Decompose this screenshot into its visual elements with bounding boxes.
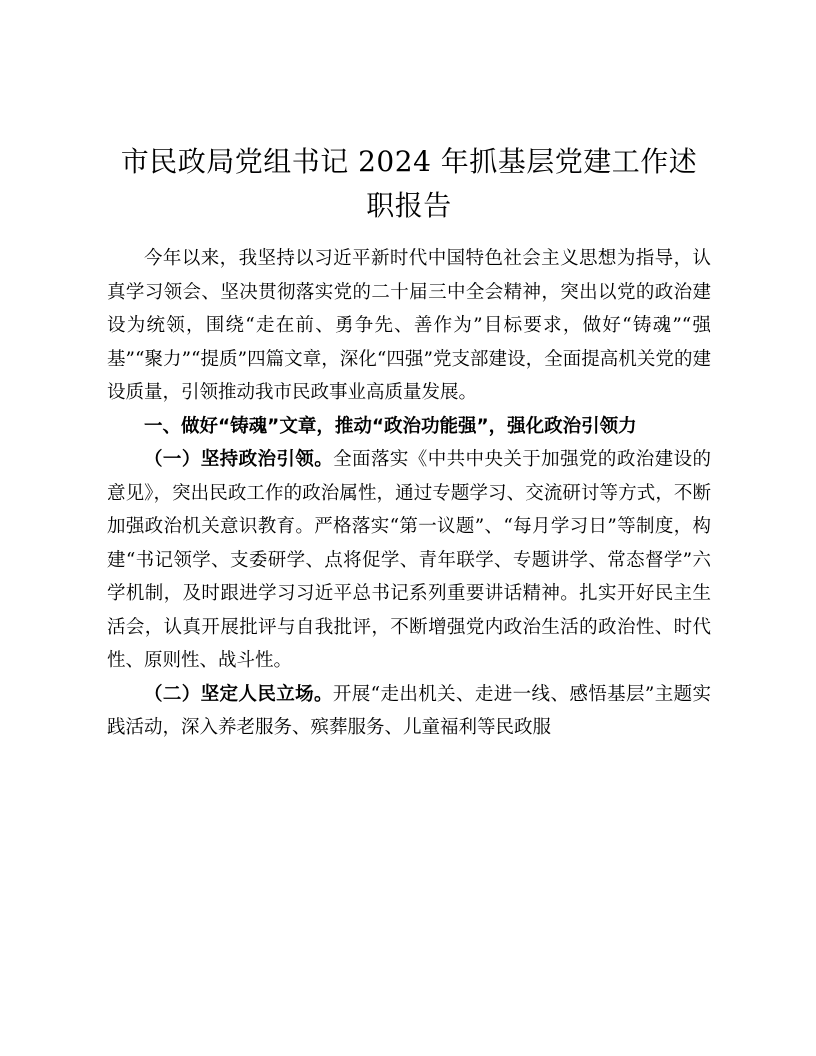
document-title xyxy=(107,140,711,228)
item-2-label: （二）坚定人民立场。 xyxy=(144,683,333,705)
item-2-text: 开展“走出机关、走进一线、感悟基层”主题实践活动，深入养老服务、殡葬服务、儿童福利等民政服 xyxy=(107,683,711,738)
item-2-paragraph xyxy=(107,678,711,745)
intro-paragraph: 今年以来，我坚持以习近平新时代中国特色社会主义思想为指导，认真学习领会、坚决贯彻落实党的二十届三中全会精神，突出以党的政治建设为统领，围绕“走在前、勇争先、善作为”目标要求，做好“铸魂”“强基”“聚力”“提质”四篇文章，深化“四强”党支部建设，全面提高机关党的建设质量，引领推动我市民政事业高质量发展。 xyxy=(107,248,711,403)
section-1-heading: 一、做好“铸魂”文章，推动“政治功能强”，强化政治引领力 xyxy=(144,415,637,437)
item-1-text: 全面落实《中共中央关于加强党的政治建设的意见》，突出民政工作的政治属性，通过专题学习、交流研讨等方式，不断加强政治机关意识教育。严格落实“第一议题”、“每月学习日”等制度，构建“书记领学、支委研学、点将促学、青年联学、专题讲学、常态督学”六学机制，及时跟进学习习近平总书记系列重要讲话精神。扎实开好民主生活会，认真开展批评与自我批评，不断增强党内政治生活的政治性、时代性、原则性、战斗性。 xyxy=(107,449,711,671)
item-1-label: （一）坚持政治引领。 xyxy=(144,449,334,470)
document-body xyxy=(107,140,711,745)
item-1-paragraph xyxy=(107,443,711,678)
title-line-2: 职报告 xyxy=(366,189,452,222)
title-line-1: 市民政局党组书记 2024 年抓基层党建工作述 xyxy=(120,145,698,178)
